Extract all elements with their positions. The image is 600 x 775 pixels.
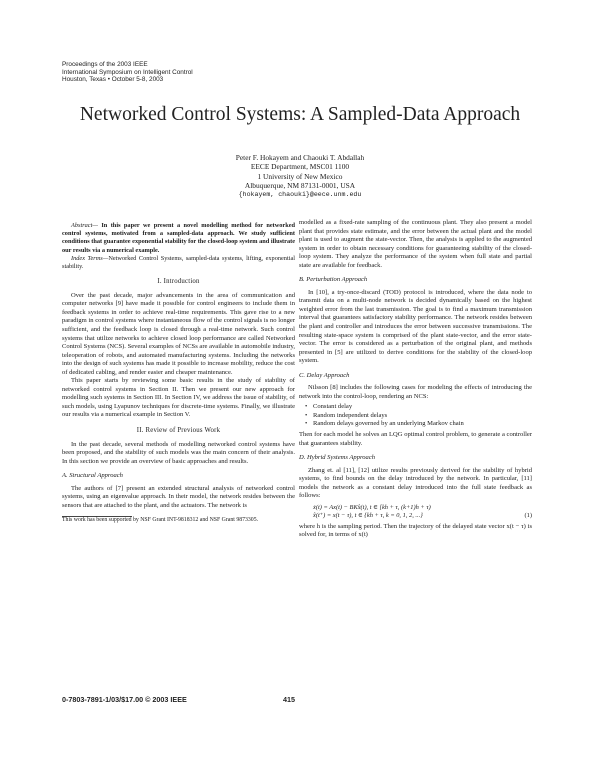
abstract-label: Abstract— bbox=[71, 222, 98, 229]
author-block bbox=[60, 153, 540, 199]
equation-number: (1) bbox=[524, 511, 532, 519]
paragraph: In [10], a try-once-discard (TOD) protocol is introduced, where the data node to transmit data on a multi-node network is decided dynamically based on the highest weighted error from the last transmission. The goal is to find a maximum transmission interval that guarantees satisfactory stability performance. The network resides between the plant and controller and introduces the error between successive transmissions. The resulting state-space system is comprised of the plant state-vector, and the error state-vector. The error is considered as a perturbation of the original plant, and methods presented in [5] are utilized to derive conditions for the stability of the closed-loop system. bbox=[299, 288, 532, 365]
paragraph: Then for each model he solves an LQG optimal control problem, to generate a controller that guarantees stability. bbox=[299, 431, 532, 447]
section-heading: I. Introduction bbox=[157, 278, 200, 286]
list-item: • Random independent delays bbox=[313, 412, 532, 421]
proceedings-line: International Symposium on Intelligent Control bbox=[62, 68, 193, 76]
index-terms-text: Networked Control Systems, sampled-data systems, lifting, exponential stability. bbox=[62, 254, 295, 271]
abstract bbox=[62, 222, 295, 255]
delay-cases-list bbox=[299, 403, 532, 429]
proceedings-header bbox=[62, 61, 193, 84]
paragraph: In the past decade, several methods of modelling networked control systems have been proposed, and the stability of such models was the main concern of their analysis. In this section we provide an overview of basic approaches and results. bbox=[62, 440, 295, 465]
proceedings-line: Houston, Texas • October 5-8, 2003 bbox=[62, 76, 164, 84]
paragraph: Over the past decade, major advancements in the area of communication and computer networks [9] have made it possible for control engineers to include them in feedback systems in order to achieve real-time requirements. This gave rise to a new paradigm in control systems where instantaneous flow of the control signals is no longer sufficient, and the feedback loop is closed through a real-time network. Such control systems that utilize networks to achieve closed loop performance are called Networked Control Systems (NCS). Several examples of NCSs are available in automobile industry, teleoperation of robots, and automated manufacturing systems. Including the networks into the design of such systems has made it possible to increase mobility, reduce the cost of dedicated cabling, and render easier and cheaper maintenance. bbox=[62, 291, 295, 376]
paper-title: Networked Control Systems: A Sampled-Data Approach bbox=[79, 104, 521, 125]
paragraph: This paper starts by reviewing some basic results in the study of stability of networked control systems in Section II. Then we present our new approach for modelling such systems in Section III. In Section IV, we address the issue of stability, of such models, using Lyapunov techniques for discrete-time systems. Finally, we illustrate our results via a numerical example in Section V. bbox=[62, 377, 295, 419]
isbn-footer: 0-7803-7891-1/03/$17.00 © 2003 IEEE bbox=[62, 695, 187, 704]
author-dept: EECE Department, MSC01 1100 bbox=[250, 162, 350, 172]
subsection-heading: B. Perturbation Approach bbox=[299, 276, 368, 284]
index-terms-label: Index Terms— bbox=[71, 254, 109, 262]
author-names: Peter F. Hokayem and Chaouki T. Abdallah bbox=[235, 153, 365, 162]
index-terms bbox=[62, 255, 295, 271]
right-column bbox=[299, 219, 532, 540]
abstract-text: In this paper we present a novel modelling method for networked control systems, motivated from a sampled-data approach. We study sufficient conditions that guarantee exponential stability for the closed-loop system and illustrate our results via a numerical example. bbox=[62, 222, 295, 254]
list-item: • Constant delay bbox=[313, 403, 532, 412]
proceedings-line: Proceedings of the 2003 IEEE bbox=[62, 61, 148, 68]
equation-1 bbox=[313, 504, 532, 520]
equation-line: ẋ(t) = Ax(t) − BKx̂(t), t ∈ [kh + τ, (k+1)h + τ) bbox=[313, 503, 431, 511]
author-email: {hokayem, chaouki}@eece.unm.edu bbox=[238, 191, 362, 199]
paragraph: The authors of [7] present an extended structural analysis of networked control systems, using an eigenvalue approach. In their model, the network resides between the sensors that are attached to the plant, and the actuators. The network is bbox=[62, 484, 295, 509]
page-number: 415 bbox=[283, 695, 295, 704]
paragraph: Nilsson [8] includes the following cases for modeling the effects of introducing the network into the control-loop, rendering an NCS: bbox=[299, 384, 532, 400]
paragraph: modelled as a fixed-rate sampling of the continuous plant. They also present a model plant that provides state estimate, and the error between the actual plant and the model plant is used to augment the state-vector. Then, the analysis is applied to the augmented system in order to obtain necessary conditions for guaranteeing stability of the closed-loop system. They analyze the performance of the system when full state and partial state are available for feedback. bbox=[299, 219, 532, 269]
equation-line: x̂(t⁺) = x(t − τ), t ∈ {kh + τ, k = 0, 1, 2, ...} bbox=[313, 511, 423, 519]
paragraph: Zhang et. al [11], [12] utilize results previously derived for the stability of hybrid systems, to find bounds on the delay introduced by the network. In particular, [11] models the network as a constant delay introduced into the full state feedback as follows: bbox=[299, 466, 532, 500]
list-item: • Random delays governed by an underlying Markov chain bbox=[313, 420, 532, 429]
subsection-heading: A. Structural Approach bbox=[62, 472, 123, 480]
left-column bbox=[62, 222, 295, 524]
footnote: This work has been supported by NSF Grant INT-9818312 and NSF Grant 9873305. bbox=[62, 517, 259, 524]
subsection-heading: C. Delay Approach bbox=[299, 371, 350, 379]
author-univ: 1 University of New Mexico bbox=[257, 171, 343, 181]
paragraph: where h is the sampling period. Then the trajectory of the delayed state vector x(t − τ) is solved for, in terms of x(t) bbox=[299, 522, 532, 539]
section-heading: II. Review of Previous Work bbox=[136, 426, 221, 434]
subsection-heading: D. Hybrid Systems Approach bbox=[299, 454, 376, 462]
author-city: Albuquerque, NM 87131-0001, USA bbox=[244, 180, 356, 190]
